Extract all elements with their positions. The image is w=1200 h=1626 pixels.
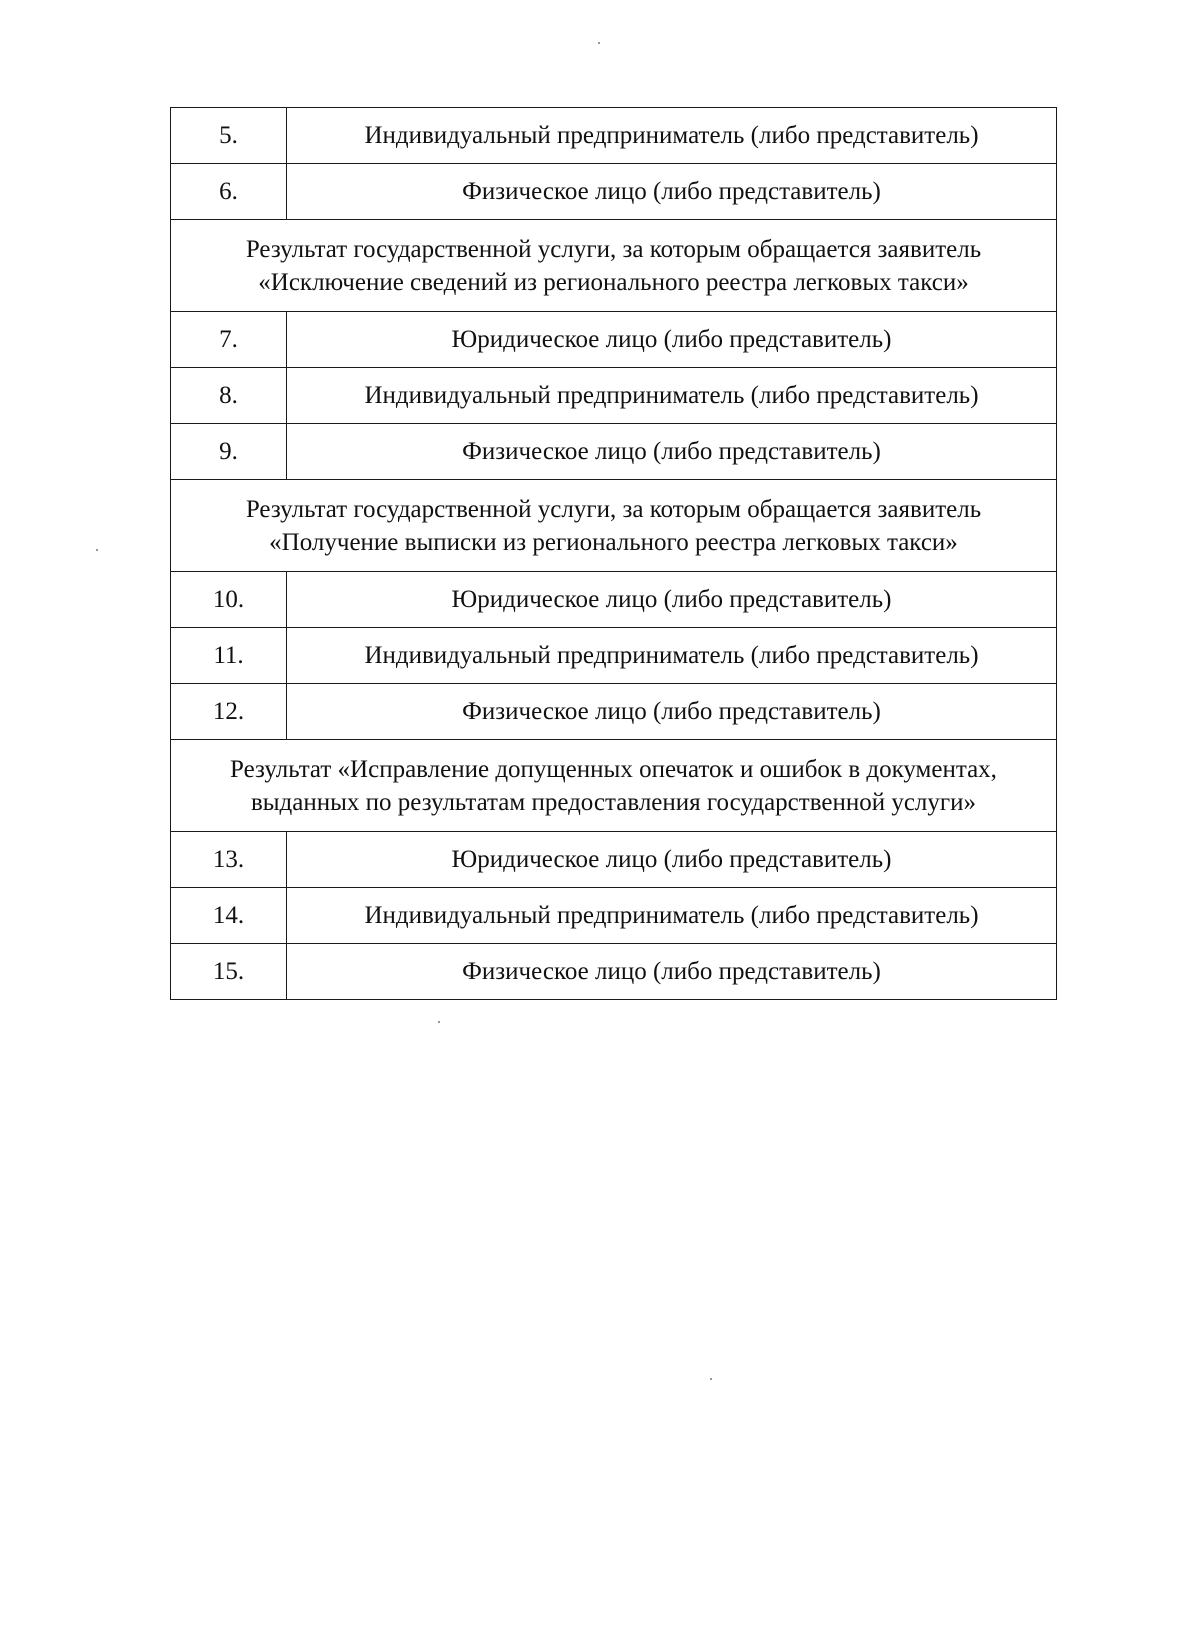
table-row [171,888,1057,944]
applicant-category-table [170,107,1057,1000]
section-header-row [171,480,1057,572]
applicant-category: Индивидуальный предприниматель (либо представитель) [287,108,1057,164]
section-header-line: Результат государственной услуги, за которым обращается заявитель [245,235,982,263]
row-number: 12. [171,684,287,740]
applicant-category: Юридическое лицо (либо представитель) [287,572,1057,628]
table-row [171,628,1057,684]
section-header-row [171,740,1057,832]
section-header-line: Результат государственной услуги, за которым обращается заявитель [245,495,982,523]
row-number: 5. [171,108,287,164]
applicant-category: Физическое лицо (либо представитель) [287,944,1057,1000]
section-header-line: Результат «Исправление допущенных опечаток и ошибок в документах, [230,755,997,783]
applicant-category: Юридическое лицо (либо представитель) [287,312,1057,368]
scan-speck [438,1021,440,1023]
table-row [171,832,1057,888]
applicant-category: Индивидуальный предприниматель (либо представитель) [287,368,1057,424]
row-number: 7. [171,312,287,368]
table-row [171,368,1057,424]
row-number: 11. [171,628,287,684]
applicant-category: Индивидуальный предприниматель (либо представитель) [287,628,1057,684]
applicant-category: Физическое лицо (либо представитель) [287,164,1057,220]
table-row [171,684,1057,740]
row-number: 8. [171,368,287,424]
scan-speck [710,1378,712,1380]
table-row [171,164,1057,220]
scan-speck [96,549,98,551]
scan-speck [598,42,600,44]
applicant-category: Физическое лицо (либо представитель) [287,684,1057,740]
applicant-category: Индивидуальный предприниматель (либо представитель) [287,888,1057,944]
table-row [171,108,1057,164]
table-row [171,312,1057,368]
section-header-line: выданных по результатам предоставления государственной услуги» [250,788,977,816]
row-number: 15. [171,944,287,1000]
row-number: 14. [171,888,287,944]
section-header [171,480,1057,572]
table-row [171,944,1057,1000]
section-header [171,740,1057,832]
section-header-line: «Исключение сведений из регионального реестра легковых такси» [258,268,969,296]
row-number: 6. [171,164,287,220]
applicant-category: Физическое лицо (либо представитель) [287,424,1057,480]
applicant-category: Юридическое лицо (либо представитель) [287,832,1057,888]
row-number: 9. [171,424,287,480]
table-row [171,424,1057,480]
section-header-row [171,220,1057,312]
section-header-line: «Получение выписки из регионального реестра легковых такси» [269,528,958,556]
row-number: 10. [171,572,287,628]
table-body [171,108,1057,1000]
table-row [171,572,1057,628]
row-number: 13. [171,832,287,888]
section-header [171,220,1057,312]
